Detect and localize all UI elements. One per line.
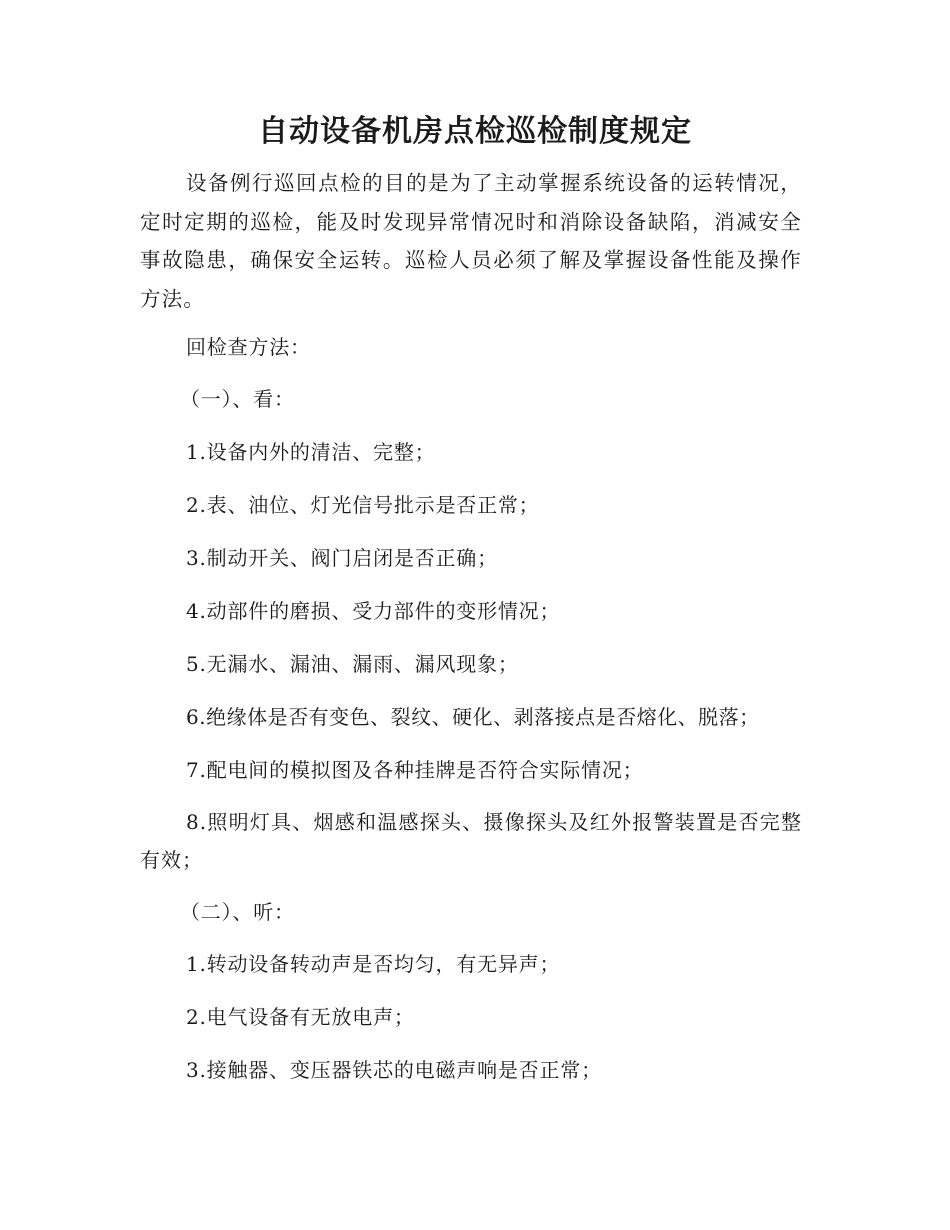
section-look-heading: （一）、看： bbox=[180, 387, 295, 411]
list-item: 4.动部件的磨损、受力部件的变形情况； bbox=[186, 599, 561, 623]
list-item: 2.表、油位、灯光信号批示是否正常； bbox=[186, 493, 540, 517]
intro-paragraph: 设备例行巡回点检的目的是为了主动掌握系统设备的运转情况，定时定期的巡检，能及时发现异常情况时和消除设备缺陷，消减安全事故隐患，确保安全运转。巡检人员必须了解及掌握设备性能及操作方法。 bbox=[140, 171, 802, 311]
list-item: 6.绝缘体是否有变色、裂纹、硬化、剥落接点是否熔化、脱落； bbox=[186, 705, 760, 729]
list-item: 5.无漏水、漏油、漏雨、漏风现象； bbox=[186, 652, 519, 676]
list-item: 1.转动设备转动声是否均匀，有无异声； bbox=[186, 952, 561, 976]
list-item: 1.设备内外的清洁、完整； bbox=[186, 440, 436, 464]
list-item: 3.接触器、变压器铁芯的电磁声响是否正常； bbox=[186, 1058, 602, 1082]
list-item: 3.制动开关、阀门启闭是否正确； bbox=[186, 546, 498, 570]
method-heading: 回检查方法： bbox=[186, 335, 311, 359]
section-listen-heading: （二）、听： bbox=[180, 900, 295, 924]
document-title: 自动设备机房点检巡检制度规定 bbox=[258, 114, 692, 149]
list-item: 2.电气设备有无放电声； bbox=[186, 1005, 415, 1029]
list-item: 7.配电间的模拟图及各种挂牌是否符合实际情况； bbox=[186, 758, 644, 782]
list-item: 8.照明灯具、烟感和温感探头、摄像探头及红外报警装置是否完整有效； bbox=[140, 810, 802, 872]
